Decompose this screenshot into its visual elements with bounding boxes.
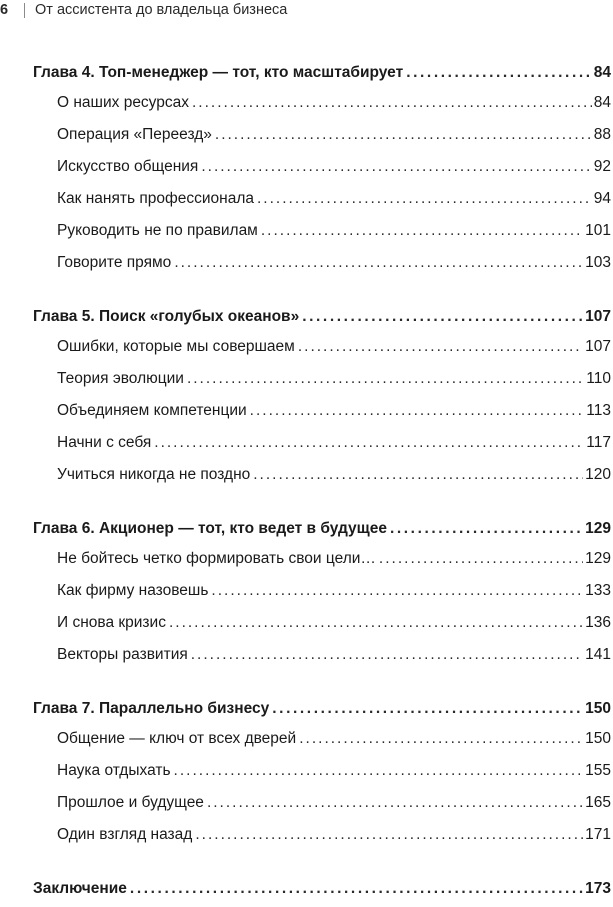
subsection-page-number: 103 xyxy=(585,254,611,271)
chapter-page-number: 129 xyxy=(585,520,611,537)
toc-subsection-entry[interactable] xyxy=(33,335,611,367)
toc-section-chapter-7 xyxy=(33,697,611,855)
subsection-title: Учиться никогда не поздно xyxy=(57,466,251,483)
subsection-page-number: 165 xyxy=(585,794,611,811)
dot-leader xyxy=(207,791,583,815)
toc-subsection-entry[interactable] xyxy=(33,759,611,791)
subsection-title: Говорите прямо xyxy=(57,254,172,271)
dot-leader xyxy=(250,399,585,423)
toc-subsection-entry[interactable] xyxy=(33,823,611,855)
chapter-page-number: 84 xyxy=(593,64,611,81)
subsection-title: Наука отдыхать xyxy=(57,762,171,779)
subsection-page-number: 94 xyxy=(593,190,611,207)
toc-subsection-entry[interactable] xyxy=(33,155,611,187)
dot-leader xyxy=(261,219,583,243)
subsection-page-number: 141 xyxy=(585,646,611,663)
dot-leader xyxy=(211,579,583,603)
toc-subsection-entry[interactable] xyxy=(33,547,611,579)
dot-leader xyxy=(192,91,592,115)
chapter-title: Глава 6. Акционер — тот, кто ведет в будущее xyxy=(33,520,387,537)
dot-leader xyxy=(154,431,584,455)
dot-leader xyxy=(257,187,592,211)
dot-leader xyxy=(302,305,583,329)
header-divider xyxy=(24,3,25,18)
subsection-title: О наших ресурсах xyxy=(57,94,189,111)
subsection-page-number: 129 xyxy=(585,550,611,567)
chapter-page-number: 107 xyxy=(585,308,611,325)
toc-subsection-entry[interactable] xyxy=(33,187,611,219)
dot-leader xyxy=(390,517,583,541)
page-number: 6 xyxy=(0,2,9,18)
chapter-title: Глава 5. Поиск «голубых океанов» xyxy=(33,308,300,325)
toc-subsection-entry[interactable] xyxy=(33,123,611,155)
toc-subsection-entry[interactable] xyxy=(33,727,611,759)
subsection-page-number: 120 xyxy=(585,466,611,483)
subsection-title: Теория эволюции xyxy=(57,370,184,387)
book-title: От ассистента до владельца бизнеса xyxy=(35,2,288,18)
subsection-page-number: 136 xyxy=(585,614,611,631)
subsection-title: Один взгляд назад xyxy=(57,826,193,843)
toc-section-chapter-5 xyxy=(33,305,611,495)
subsection-title: Начни с себя xyxy=(57,434,152,451)
toc-section-chapter-6 xyxy=(33,517,611,675)
chapter-page-number: 173 xyxy=(585,880,611,897)
subsection-page-number: 101 xyxy=(585,222,611,239)
toc-subsection-entry[interactable] xyxy=(33,251,611,283)
toc-subsection-entry[interactable] xyxy=(33,399,611,431)
table-of-contents xyxy=(33,61,611,907)
dot-leader xyxy=(174,251,583,275)
subsection-title: И снова кризис xyxy=(57,614,166,631)
dot-leader xyxy=(379,547,583,571)
toc-section-conclusion xyxy=(33,877,611,907)
dot-leader xyxy=(201,155,591,179)
dot-leader xyxy=(298,335,583,359)
toc-subsection-entry[interactable] xyxy=(33,367,611,399)
toc-subsection-entry[interactable] xyxy=(33,431,611,463)
subsection-title: Искусство общения xyxy=(57,158,199,175)
subsection-title: Объединяем компетенции xyxy=(57,402,247,419)
dot-leader xyxy=(195,823,583,847)
subsection-page-number: 117 xyxy=(586,434,611,451)
subsection-page-number: 113 xyxy=(586,402,611,419)
subsection-title: Векторы развития xyxy=(57,646,188,663)
toc-chapter-entry[interactable] xyxy=(33,697,611,727)
dot-leader xyxy=(406,61,592,85)
subsection-page-number: 150 xyxy=(585,730,611,747)
dot-leader xyxy=(191,643,583,667)
chapter-title: Заключение xyxy=(33,880,127,897)
subsection-title: Не бойтесь четко формировать свои цели… xyxy=(57,550,376,567)
chapter-page-number: 150 xyxy=(585,700,611,717)
subsection-title: Общение — ключ от всех дверей xyxy=(57,730,297,747)
subsection-page-number: 107 xyxy=(585,338,611,355)
subsection-page-number: 84 xyxy=(593,94,611,111)
dot-leader xyxy=(215,123,592,147)
dot-leader xyxy=(187,367,584,391)
chapter-title: Глава 4. Топ-менеджер — тот, кто масштабирует xyxy=(33,64,404,81)
dot-leader xyxy=(174,759,584,783)
subsection-title: Как нанять профессионала xyxy=(57,190,254,207)
toc-subsection-entry[interactable] xyxy=(33,91,611,123)
subsection-page-number: 171 xyxy=(585,826,611,843)
subsection-page-number: 133 xyxy=(585,582,611,599)
dot-leader xyxy=(272,697,583,721)
dot-leader xyxy=(253,463,583,487)
toc-subsection-entry[interactable] xyxy=(33,791,611,823)
chapter-title: Глава 7. Параллельно бизнесу xyxy=(33,700,270,717)
toc-chapter-entry[interactable] xyxy=(33,61,611,91)
toc-subsection-entry[interactable] xyxy=(33,579,611,611)
toc-section-chapter-4 xyxy=(33,61,611,283)
toc-chapter-entry[interactable] xyxy=(33,305,611,335)
dot-leader xyxy=(169,611,583,635)
toc-chapter-entry[interactable] xyxy=(33,877,611,907)
toc-subsection-entry[interactable] xyxy=(33,219,611,251)
dot-leader xyxy=(130,877,583,901)
subsection-title: Руководить не по правилам xyxy=(57,222,258,239)
toc-subsection-entry[interactable] xyxy=(33,643,611,675)
subsection-page-number: 88 xyxy=(593,126,611,143)
subsection-page-number: 155 xyxy=(585,762,611,779)
subsection-page-number: 110 xyxy=(586,370,611,387)
subsection-title: Ошибки, которые мы совершаем xyxy=(57,338,295,355)
toc-subsection-entry[interactable] xyxy=(33,611,611,643)
subsection-page-number: 92 xyxy=(593,158,611,175)
toc-subsection-entry[interactable] xyxy=(33,463,611,495)
running-head xyxy=(0,0,287,20)
subsection-title: Как фирму назовешь xyxy=(57,582,209,599)
subsection-title: Операция «Переезд» xyxy=(57,126,212,143)
dot-leader xyxy=(299,727,583,751)
toc-chapter-entry[interactable] xyxy=(33,517,611,547)
subsection-title: Прошлое и будущее xyxy=(57,794,204,811)
